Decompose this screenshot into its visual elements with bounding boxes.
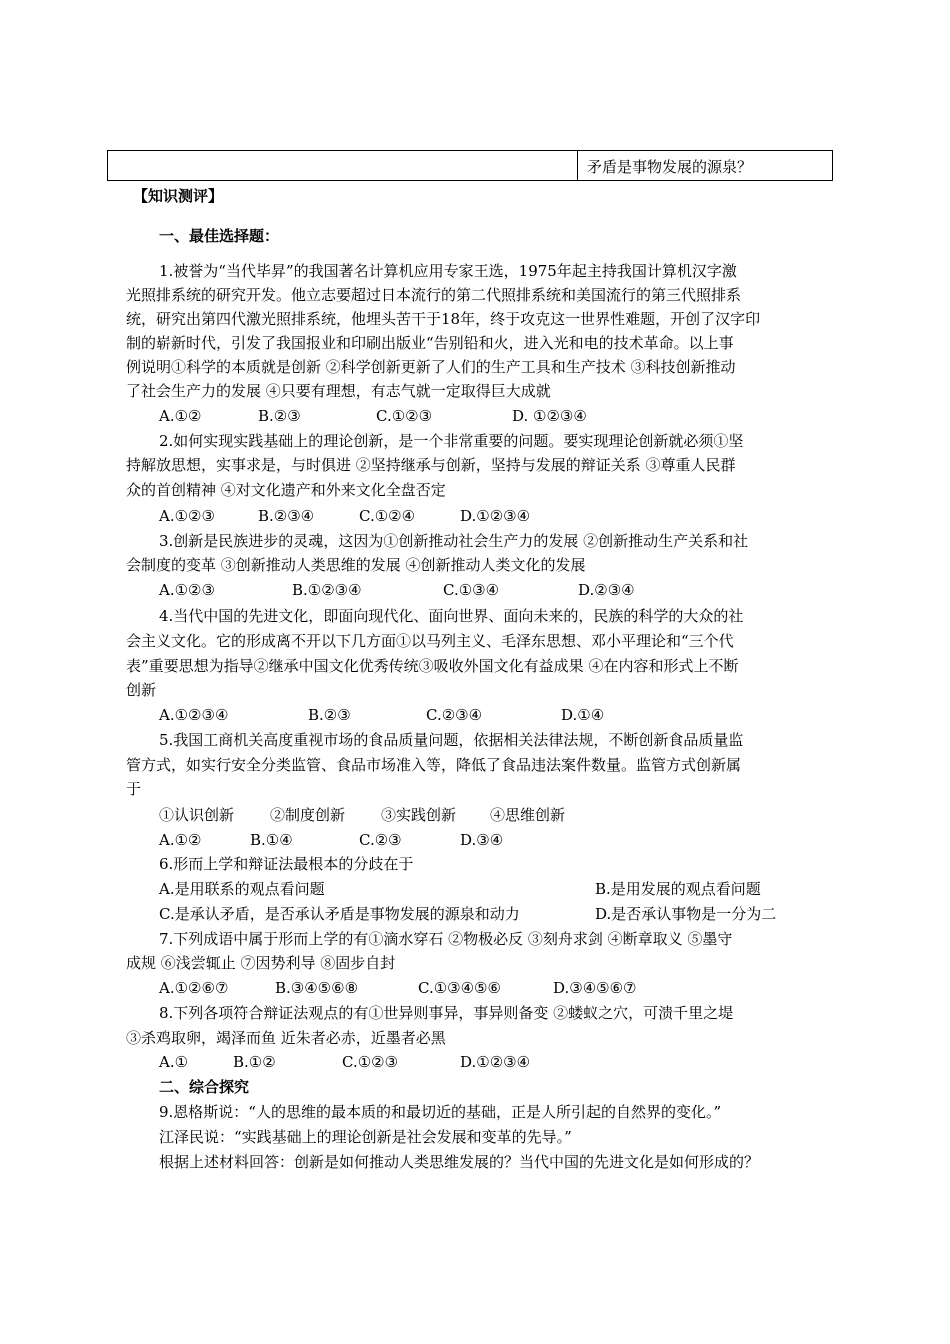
part2-title: 二、综合探究 [159, 1078, 250, 1096]
table-right-cell: 矛盾是事物发展的源泉？ [587, 158, 753, 176]
table-fragment [107, 150, 833, 181]
q1-line-1: 1.被誉为“当代毕昇”的我国著名计算机应用专家王选，1975年起主持我国计算机汉字激 [159, 262, 737, 280]
q9-line-2: 江泽民说：“实践基础上的理论创新是社会发展和变革的先导。” [159, 1128, 572, 1146]
q3-option-c: C.①③④ [443, 581, 500, 599]
section-title: 【知识测评】 [133, 187, 224, 205]
q1-line-3: 统，研究出第四代激光照排系统，他埋头苦干于18年，终于攻克这一世界性难题，开创了汉字印 [126, 310, 761, 328]
q1-line-6: 了社会生产力的发展 ④只要有理想，有志气就一定取得巨大成就 [126, 382, 551, 400]
q4-option-b: B.②③ [308, 706, 351, 724]
q4-line-3: 表”重要思想为指导②继承中国文化优秀传统③吸收外国文化有益成果 ④在内容和形式上不断 [126, 657, 739, 675]
q8-option-d: D.①②③④ [460, 1053, 531, 1071]
q2-line-3: 众的首创精神 ④对文化遗产和外来文化全盘否定 [126, 481, 446, 499]
q8-line-2: ③杀鸡取卵，竭泽而鱼 近朱者必赤，近墨者必黑 [126, 1029, 446, 1047]
q2-option-d: D.①②③④ [460, 507, 531, 525]
q5-line-2: 管方式，如实行安全分类监管、食品市场准入等，降低了食品违法案件数量。监管方式创新属 [126, 756, 742, 774]
table-divider [577, 151, 578, 180]
q6-stem: 6.形而上学和辩证法最根本的分歧在于 [159, 855, 414, 873]
q3-line-1: 3.创新是民族进步的灵魂，这因为①创新推动社会生产力的发展 ②创新推动生产关系和社 [159, 532, 749, 550]
q2-line-1: 2.如何实现实践基础上的理论创新，是一个非常重要的问题。要实现理论创新就必须①坚 [159, 432, 744, 450]
q5-option-c: C.②③ [359, 831, 402, 849]
q8-option-c: C.①②③ [342, 1053, 399, 1071]
q7-option-d: D.③④⑤⑥⑦ [553, 979, 637, 997]
q1-option-a: A.①② [159, 407, 202, 425]
q1-option-c: C.①②③ [376, 407, 433, 425]
q9-line-1: 9.恩格斯说：“人的思维的最本质的和最切近的基础，正是人所引起的自然界的变化。” [159, 1103, 722, 1121]
q4-line-2: 会主义文化。它的形成离不开以下几方面①以马列主义、毛泽东思想、邓小平理论和“三个代 [126, 632, 734, 650]
q5-line-3: 于 [126, 780, 142, 798]
q2-line-2: 持解放思想，实事求是，与时俱进 ②坚持继承与创新，坚持与发展的辩证关系 ③尊重人民群 [126, 456, 736, 474]
q4-option-a: A.①②③④ [159, 706, 229, 724]
q1-option-d: D. ①②③④ [512, 407, 587, 425]
q3-option-b: B.①②③④ [292, 581, 362, 599]
q4-option-d: D.①④ [561, 706, 605, 724]
q6-option-c: C.是承认矛盾，是否承认矛盾是事物发展的源泉和动力 [159, 905, 520, 923]
q5-option-d: D.③④ [460, 831, 504, 849]
q3-line-2: 会制度的变革 ③创新推动人类思维的发展 ④创新推动人类文化的发展 [126, 556, 586, 574]
q7-option-c: C.①③④⑤⑥ [418, 979, 501, 997]
q4-option-c: C.②③④ [426, 706, 483, 724]
q7-line-1: 7.下列成语中属于形而上学的有①滴水穿石 ②物极必反 ③刻舟求剑 ④断章取义 ⑤墨守 [159, 930, 733, 948]
q1-line-4: 制的崭新时代，引发了我国报业和印刷出版业“告别铅和火，进入光和电的技术革命。以上事 [126, 334, 734, 352]
q7-option-b: B.③④⑤⑥⑧ [275, 979, 359, 997]
q4-line-1: 4.当代中国的先进文化，即面向现代化、面向世界、面向未来的，民族的科学的大众的社 [159, 607, 744, 625]
q5-line-1: 5.我国工商机关高度重视市场的食品质量问题，依据相关法律法规，不断创新食品质量监 [159, 731, 744, 749]
q1-option-b: B.②③ [258, 407, 301, 425]
q5-option-b: B.①④ [250, 831, 293, 849]
q8-option-a: A.① [159, 1053, 189, 1071]
q3-option-d: D.②③④ [578, 581, 635, 599]
q8-line-1: 8.下列各项符合辩证法观点的有①世异则事异，事异则备变 ②蝼蚁之穴，可溃千里之堤 [159, 1004, 734, 1022]
q6-option-b: B.是用发展的观点看问题 [595, 880, 761, 898]
q6-option-a: A.是用联系的观点看问题 [159, 880, 325, 898]
q2-option-b: B.②③④ [258, 507, 315, 525]
q2-option-a: A.①②③ [159, 507, 215, 525]
q8-option-b: B.①② [233, 1053, 276, 1071]
q6-option-d: D.是否承认事物是一分为二 [595, 905, 777, 923]
q5-item-1: ①认识创新 [159, 806, 235, 824]
q7-option-a: A.①②⑥⑦ [159, 979, 229, 997]
q5-option-a: A.①② [159, 831, 202, 849]
q5-item-3: ③实践创新 [381, 806, 457, 824]
q2-option-c: C.①②④ [359, 507, 416, 525]
q3-option-a: A.①②③ [159, 581, 215, 599]
q9-line-3: 根据上述材料回答：创新是如何推动人类思维发展的？当代中国的先进文化是如何形成的？ [159, 1153, 760, 1171]
q4-line-4: 创新 [126, 681, 157, 699]
q1-line-5: 例说明①科学的本质就是创新 ②科学创新更新了人们的生产工具和生产技术 ③科技创新推动 [126, 358, 736, 376]
q1-line-2: 光照排系统的研究开发。他立志要超过日本流行的第二代照排系统和美国流行的第三代照排系 [126, 286, 742, 304]
q7-line-2: 成规 ⑥浅尝辄止 ⑦因势利导 ⑧固步自封 [126, 954, 396, 972]
q5-item-4: ④思维创新 [490, 806, 566, 824]
part1-title: 一、最佳选择题： [159, 227, 280, 245]
q5-item-2: ②制度创新 [270, 806, 346, 824]
